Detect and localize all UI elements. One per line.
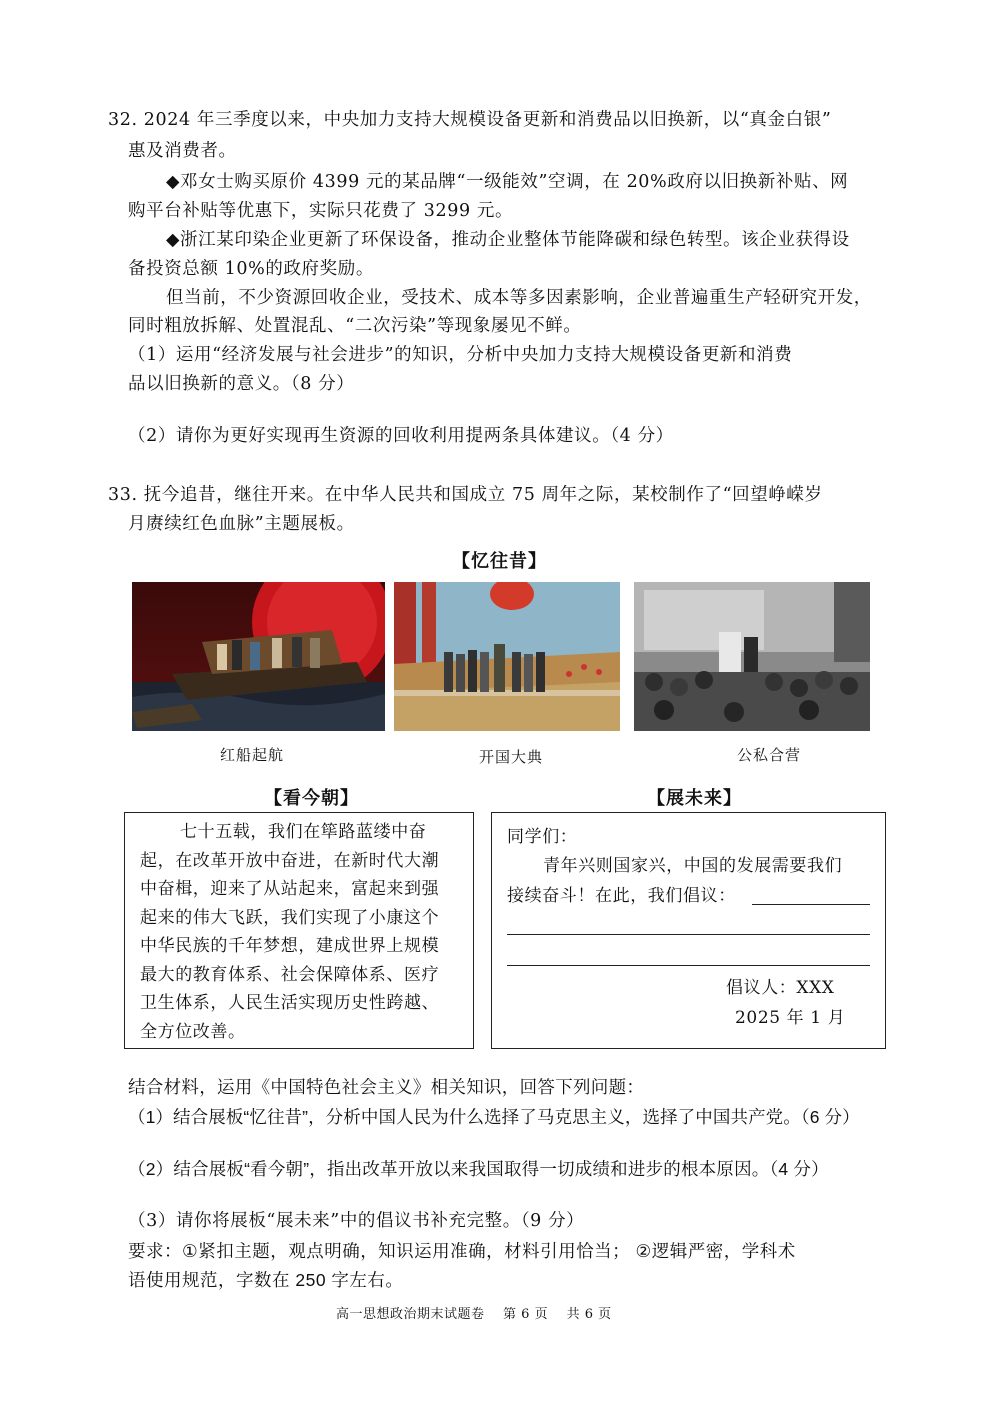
founding-ceremony-photo — [394, 582, 620, 731]
present-line: 全方位改善。 — [140, 1022, 246, 1042]
proposal-greeting: 同学们： — [507, 827, 578, 847]
q32-subquestion-2: （2）请你为更好实现再生资源的回收利用提两条具体建议。（4 分） — [128, 426, 674, 446]
q33-intro: 月赓续红色血脉”主题展板。 — [128, 514, 355, 534]
joint-venture-photo — [634, 582, 870, 731]
q32-line: 购平台补贴等优惠下，实际只花费了 3299 元。 — [128, 201, 514, 221]
q32-line: 备投资总额 10%的政府奖励。 — [128, 259, 374, 279]
present-line: 中奋楫，迎来了从站起来，富起来到强 — [140, 879, 440, 899]
q32-line: 惠及消费者。 — [128, 141, 237, 161]
present-section-title: 【看今朝】 — [264, 788, 359, 809]
proposal-signer: 倡议人：XXX — [726, 978, 835, 998]
q32-line: 但当前，不少资源回收企业，受技术、成本等多因素影响，企业普遍重生产轻研究开发， — [166, 288, 872, 308]
proposal-blank[interactable] — [507, 965, 870, 966]
proposal-line: 青年兴则国家兴，中国的发展需要我们 — [543, 856, 843, 876]
present-line: 起来的伟大飞跃，我们实现了小康这个 — [140, 908, 440, 928]
photo-caption: 红船起航 — [220, 746, 285, 764]
present-line: 七十五载，我们在筚路蓝缕中奋 — [180, 822, 427, 842]
present-line: 中华民族的千年梦想，建成世界上规模 — [140, 936, 440, 956]
q32-subquestion-1: 品以旧换新的意义。（8 分） — [128, 374, 355, 394]
q33-prompt: 结合材料，运用《中国特色社会主义》相关知识，回答下列问题： — [128, 1077, 645, 1097]
q33-subquestion-1: （1）结合展板“忆往昔”，分析中国人民为什么选择了马克思主义，选择了中国共产党。（6 分） — [128, 1107, 860, 1127]
proposal-date: 2025 年 1 月 — [735, 1008, 846, 1028]
q33-requirements: 语使用规范，字数在 250 字左右。 — [128, 1270, 404, 1290]
q32-subquestion-1: （1）运用“经济发展与社会进步”的知识，分析中央加力支持大规模设备更新和消费 — [128, 345, 793, 365]
q32-line: ◆邓女士购买原价 4399 元的某品牌“一级能效”空调，在 20%政府以旧换新补贴、网 — [166, 172, 849, 192]
photo-caption: 开国大典 — [479, 748, 544, 766]
q33-requirements: 要求：①紧扣主题，观点明确，知识运用准确，材料引用恰当； ②逻辑严密，学科术 — [128, 1241, 796, 1261]
future-section-title: 【展未来】 — [647, 788, 742, 809]
q32-line: ◆浙江某印染企业更新了环保设备，推动企业整体节能降碳和绿色转型。该企业获得设 — [166, 230, 850, 250]
present-line: 卫生体系，人民生活实现历史性跨越、 — [140, 993, 440, 1013]
page-footer: 高一思想政治期末试题卷 第 6 页 共 6 页 — [336, 1307, 612, 1322]
q33-subquestion-3: （3）请你将展板“展未来”中的倡议书补充完整。（9 分） — [128, 1211, 585, 1231]
past-section-title: 【忆往昔】 — [452, 551, 547, 572]
q33-subquestion-2: （2）结合展板“看今朝”，指出改革开放以来我国取得一切成绩和进步的根本原因。（4 分） — [128, 1159, 829, 1179]
q32-line: 同时粗放拆解、处置混乱、“二次污染”等现象屡见不鲜。 — [128, 316, 582, 336]
photo-caption: 公私合营 — [737, 746, 802, 764]
present-line: 起，在改革开放中奋进，在新时代大潮 — [140, 851, 440, 871]
red-boat-photo — [132, 582, 385, 731]
present-line: 最大的教育体系、社会保障体系、医疗 — [140, 965, 440, 985]
proposal-blank[interactable] — [507, 934, 870, 935]
proposal-blank[interactable] — [752, 904, 870, 905]
q33-intro: 33. 抚今追昔，继往开来。在中华人民共和国成立 75 周年之际，某校制作了“回望峥嵘岁 — [108, 485, 823, 505]
proposal-line: 接续奋斗！在此，我们倡议： — [507, 886, 736, 906]
q32-line: 32. 2024 年三季度以来，中央加力支持大规模设备更新和消费品以旧换新，以“真金白银” — [108, 110, 832, 130]
